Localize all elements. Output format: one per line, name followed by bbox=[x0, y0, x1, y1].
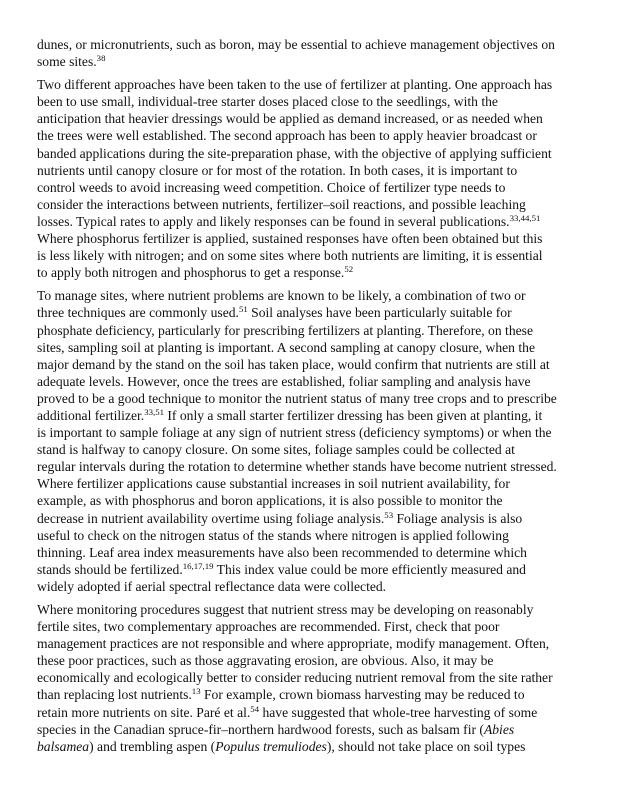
text-line bbox=[37, 618, 583, 635]
paragraph bbox=[37, 601, 583, 755]
text-line bbox=[37, 407, 583, 424]
text-line bbox=[37, 424, 583, 441]
citation-superscript: 13 bbox=[191, 686, 201, 697]
text-line bbox=[37, 578, 583, 595]
text-run: these poor practices, such as those aggravating erosion, are obvious. Also, it may be bbox=[37, 653, 494, 669]
text-run: losses. Typical rates to apply and likely responses can be found in several publications. bbox=[37, 213, 510, 229]
text-run: Two different approaches have been taken to the use of fertilizer at planting. One approach has bbox=[37, 77, 553, 93]
text-run: economically and ecologically better to consider reducing nutrient removal from the site rather bbox=[37, 670, 553, 686]
text-run: proved to be a good technique to monitor the nutrient status of many tree crops and to prescribe bbox=[37, 390, 557, 406]
text-run: If only a small starter fertilizer dressing has been given at planting, it bbox=[164, 407, 543, 423]
text-run: ) and trembling aspen ( bbox=[89, 738, 216, 754]
citation-superscript: 38 bbox=[96, 53, 106, 64]
italic-text: balsamea bbox=[37, 738, 90, 754]
text-line bbox=[37, 339, 583, 356]
text-run: Where fertilizer applications cause substantial increases in soil nutrient availability, for bbox=[37, 476, 510, 492]
italic-text: Abies bbox=[483, 721, 515, 737]
text-line bbox=[37, 53, 583, 70]
text-line bbox=[37, 373, 583, 390]
text-line bbox=[37, 304, 583, 321]
text-run: nutrients until canopy closure or for most of the rotation. In both cases, it is important to bbox=[37, 162, 518, 178]
citation-superscript: 51 bbox=[238, 304, 248, 315]
text-run: to apply both nitrogen and phosphorus to get a response. bbox=[37, 265, 345, 281]
text-run: widely adopted if aerial spectral reflectance data were collected. bbox=[37, 578, 387, 594]
text-line bbox=[37, 127, 583, 144]
text-line bbox=[37, 36, 583, 53]
citation-superscript: 53 bbox=[384, 509, 394, 520]
text-line bbox=[37, 356, 583, 373]
citation-superscript: 52 bbox=[344, 264, 354, 275]
text-run: some sites. bbox=[37, 54, 97, 70]
text-line bbox=[37, 492, 583, 509]
paragraph bbox=[37, 36, 583, 70]
text-line bbox=[37, 669, 583, 686]
text-run: retain more nutrients on site. Paré et al. bbox=[37, 704, 251, 720]
text-run: species in the Canadian spruce-fir–northern hardwood forests, such as balsam fir ( bbox=[37, 721, 484, 737]
text-run: management practices are not responsible and where appropriate, modify management. Often, bbox=[37, 636, 550, 652]
text-run: is less likely with nitrogen; and on some sites where both nutrients are limiting, it is essential bbox=[37, 248, 543, 264]
text-run: decrease in nutrient availability overtime using foliage analysis. bbox=[37, 510, 385, 526]
text-run: This index value could be more efficiently measured and bbox=[213, 561, 526, 577]
text-line bbox=[37, 721, 583, 738]
paragraph bbox=[37, 287, 583, 595]
text-run: For example, crown biomass harvesting may be reduced to bbox=[200, 687, 525, 703]
text-line bbox=[37, 475, 583, 492]
italic-text: Populus tremuliodes bbox=[215, 738, 327, 754]
text-run: useful to check on the nitrogen status of the stands where nitrogen is applied following bbox=[37, 527, 509, 543]
text-run: dunes, or micronutrients, such as boron, may be essential to achieve management objectives on bbox=[37, 37, 555, 52]
text-line bbox=[37, 704, 583, 721]
text-line bbox=[37, 93, 583, 110]
text-run: additional fertilizer. bbox=[37, 407, 145, 423]
text-line bbox=[37, 458, 583, 475]
text-run: regular intervals during the rotation to determine whether stands have become nutrient stressed. bbox=[37, 459, 557, 475]
text-line bbox=[37, 287, 583, 304]
text-run: the trees were well established. The second approach has been to apply heavier broadcast or bbox=[37, 128, 537, 144]
text-run: To manage sites, where nutrient problems are known to be likely, a combination of two or bbox=[37, 288, 526, 304]
text-run: stands should be fertilized. bbox=[37, 561, 183, 577]
text-run: phosphate deficiency, particularly for prescribing fertilizers at planting. Therefore, on these bbox=[37, 322, 533, 338]
text-line bbox=[37, 652, 583, 669]
text-run: Soil analyses have been particularly suitable for bbox=[247, 305, 512, 321]
text-run: sites, sampling soil at planting is important. A second sampling at canopy closure, when the bbox=[37, 339, 535, 355]
text-line bbox=[37, 247, 583, 264]
text-run: Where phosphorus fertilizer is applied, sustained responses have often been obtained but this bbox=[37, 231, 543, 247]
text-run: anticipation that heavier dressings would be applied as demand increased, or as needed when bbox=[37, 111, 543, 127]
text-line bbox=[37, 322, 583, 339]
text-line bbox=[37, 230, 583, 247]
text-run: been to use small, individual-tree starter doses placed close to the seedlings, with the bbox=[37, 94, 498, 110]
citation-superscript: 54 bbox=[250, 703, 260, 714]
paragraph bbox=[37, 76, 583, 281]
text-line bbox=[37, 510, 583, 527]
text-run: Where monitoring procedures suggest that nutrient stress may be developing on reasonably bbox=[37, 602, 534, 617]
text-line bbox=[37, 544, 583, 561]
text-run: have suggested that whole-tree harvesting of some bbox=[259, 704, 538, 720]
text-line bbox=[37, 213, 583, 230]
text-line bbox=[37, 264, 583, 281]
citation-superscript: 33,44,51 bbox=[509, 212, 541, 223]
text-run: major demand by the stand on the soil has taken place, would confirm that nutrients are still at bbox=[37, 356, 550, 372]
text-line bbox=[37, 179, 583, 196]
text-line bbox=[37, 601, 583, 618]
text-line bbox=[37, 527, 583, 544]
text-run: thinning. Leaf area index measurements have also been recommended to determine which bbox=[37, 544, 527, 560]
text-run: Foliage analysis is also bbox=[393, 510, 523, 526]
citation-superscript: 33,51 bbox=[144, 406, 164, 417]
text-line bbox=[37, 686, 583, 703]
text-line bbox=[37, 635, 583, 652]
text-run: ), should not take place on soil types bbox=[326, 738, 526, 754]
text-run: banded applications during the site-preparation phase, with the objective of applying sufficient bbox=[37, 145, 552, 161]
text-run: three techniques are commonly used. bbox=[37, 305, 239, 321]
text-run: than replacing lost nutrients. bbox=[37, 687, 192, 703]
text-line bbox=[37, 738, 583, 755]
text-line bbox=[37, 162, 583, 179]
text-line bbox=[37, 441, 583, 458]
text-line bbox=[37, 145, 583, 162]
text-run: stand is halfway to canopy closure. On some sites, foliage samples could be collected at bbox=[37, 442, 515, 458]
text-line bbox=[37, 110, 583, 127]
text-run: fertile sites, two complementary approaches are recommended. First, check that poor bbox=[37, 619, 500, 635]
document-page bbox=[37, 36, 583, 761]
text-run: consider the interactions between nutrients, fertilizer–soil reactions, and possible leaching bbox=[37, 196, 526, 212]
text-line bbox=[37, 196, 583, 213]
text-run: control weeds to avoid increasing weed competition. Choice of fertilizer type needs to bbox=[37, 179, 506, 195]
text-line bbox=[37, 76, 583, 93]
text-line bbox=[37, 390, 583, 407]
citation-superscript: 16,17,19 bbox=[182, 560, 214, 571]
text-run: example, as with phosphorus and boron applications, it is also possible to monitor the bbox=[37, 493, 503, 509]
text-line bbox=[37, 561, 583, 578]
text-run: is important to sample foliage at any sign of nutrient stress (deficiency symptoms) or when the bbox=[37, 425, 552, 441]
text-run: adequate levels. However, once the trees are established, foliar sampling and analysis have bbox=[37, 373, 531, 389]
